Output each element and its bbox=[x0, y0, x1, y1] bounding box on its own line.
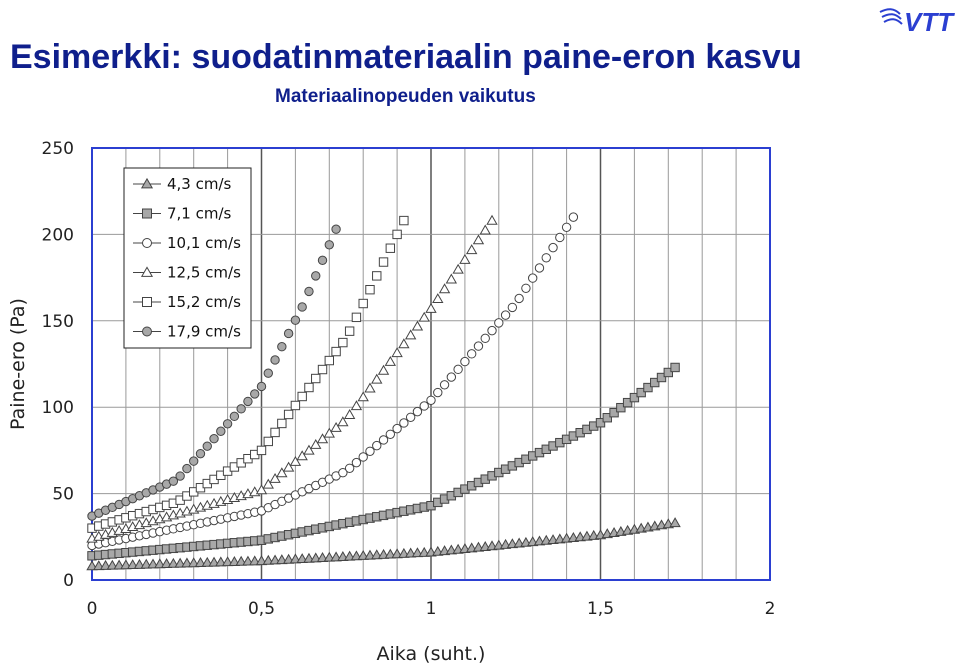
data-point bbox=[440, 381, 448, 389]
data-point bbox=[332, 347, 340, 355]
data-point bbox=[562, 223, 570, 231]
data-point bbox=[244, 397, 252, 405]
data-point bbox=[284, 410, 292, 418]
data-point bbox=[217, 427, 225, 435]
data-point bbox=[427, 396, 435, 404]
data-point bbox=[487, 216, 497, 224]
data-point bbox=[413, 322, 423, 330]
data-point bbox=[467, 245, 477, 253]
legend-marker bbox=[143, 209, 152, 218]
y-tick-label: 150 bbox=[41, 311, 74, 332]
data-point bbox=[671, 363, 679, 371]
legend-marker bbox=[143, 327, 152, 336]
data-point bbox=[400, 216, 408, 224]
data-point bbox=[373, 441, 381, 449]
data-point bbox=[522, 284, 530, 292]
data-point bbox=[305, 287, 313, 295]
data-point bbox=[284, 329, 292, 337]
data-point bbox=[278, 419, 286, 427]
data-point bbox=[352, 313, 360, 321]
data-point bbox=[549, 243, 557, 251]
legend-marker bbox=[143, 239, 152, 248]
page-subtitle: Materiaalinopeuden vaikutus bbox=[275, 86, 536, 107]
data-point bbox=[670, 518, 680, 526]
data-point bbox=[434, 388, 442, 396]
data-point bbox=[454, 365, 462, 373]
data-point bbox=[419, 313, 429, 321]
x-tick-label: 2 bbox=[764, 599, 776, 619]
y-tick-label: 0 bbox=[63, 571, 74, 591]
chart-legend bbox=[124, 168, 251, 348]
x-tick-label: 0 bbox=[86, 599, 98, 619]
data-point bbox=[379, 366, 389, 374]
legend-marker bbox=[143, 298, 152, 307]
data-point bbox=[569, 213, 577, 221]
data-point bbox=[291, 401, 299, 409]
data-point bbox=[426, 304, 436, 312]
data-point bbox=[481, 334, 489, 342]
data-point bbox=[318, 365, 326, 373]
data-point bbox=[305, 383, 313, 391]
data-point bbox=[440, 284, 450, 292]
data-point bbox=[480, 226, 490, 234]
data-point bbox=[535, 264, 543, 272]
y-tick-label: 50 bbox=[52, 484, 74, 505]
data-point bbox=[339, 338, 347, 346]
data-point bbox=[542, 254, 550, 262]
y-tick-label: 250 bbox=[41, 139, 74, 159]
legend-label: 7,1 cm/s bbox=[167, 204, 232, 223]
data-point bbox=[210, 435, 218, 443]
data-point bbox=[366, 285, 374, 293]
x-axis-label: Aika (suht.) bbox=[376, 643, 486, 665]
data-point bbox=[393, 230, 401, 238]
y-tick-labels bbox=[42, 139, 74, 591]
data-point bbox=[379, 258, 387, 266]
data-point bbox=[271, 356, 279, 364]
data-point bbox=[359, 299, 367, 307]
data-point bbox=[386, 244, 394, 252]
data-point bbox=[467, 350, 475, 358]
data-point bbox=[393, 424, 401, 432]
y-tick-label: 200 bbox=[41, 225, 74, 246]
x-tick-label: 1 bbox=[425, 599, 437, 619]
data-point bbox=[453, 265, 463, 273]
data-point bbox=[237, 405, 245, 413]
data-point bbox=[433, 294, 443, 302]
data-point bbox=[264, 437, 272, 445]
data-point bbox=[332, 225, 340, 233]
data-point bbox=[406, 413, 414, 421]
data-point bbox=[447, 274, 457, 282]
data-point bbox=[257, 382, 265, 390]
data-point bbox=[386, 430, 394, 438]
data-point bbox=[196, 449, 204, 457]
data-point bbox=[223, 420, 231, 428]
data-point bbox=[257, 446, 265, 454]
data-point bbox=[325, 241, 333, 249]
data-point bbox=[190, 457, 198, 465]
data-point bbox=[385, 357, 395, 365]
y-tick-label: 100 bbox=[41, 398, 74, 419]
data-point bbox=[556, 233, 564, 241]
data-point bbox=[508, 303, 516, 311]
data-point bbox=[420, 402, 428, 410]
page-title: Esimerkki: suodatinmateriaalin paine-eron kasvu bbox=[10, 38, 802, 76]
legend-label: 10,1 cm/s bbox=[167, 234, 241, 252]
data-point bbox=[345, 410, 355, 418]
data-point bbox=[251, 390, 259, 398]
legend-label: 4,3 cm/s bbox=[167, 175, 232, 193]
data-point bbox=[298, 392, 306, 400]
data-point bbox=[392, 348, 402, 356]
data-point bbox=[406, 330, 416, 338]
data-point bbox=[183, 464, 191, 472]
data-point bbox=[501, 311, 509, 319]
x-tick-labels bbox=[87, 599, 776, 619]
data-point bbox=[312, 374, 320, 382]
data-point bbox=[461, 357, 469, 365]
x-tick-label: 1,5 bbox=[586, 599, 615, 619]
data-point bbox=[230, 412, 238, 420]
data-point bbox=[400, 419, 408, 427]
data-point bbox=[399, 339, 409, 347]
data-point bbox=[345, 464, 353, 472]
data-point bbox=[460, 255, 470, 263]
x-tick-label: 0,5 bbox=[247, 599, 276, 619]
data-point bbox=[358, 392, 368, 400]
data-point bbox=[488, 326, 496, 334]
y-axis-label: Paine-ero (Pa) bbox=[7, 298, 29, 430]
data-point bbox=[366, 447, 374, 455]
legend-box bbox=[124, 168, 251, 348]
data-point bbox=[372, 375, 382, 383]
data-point bbox=[352, 401, 362, 409]
data-point bbox=[203, 442, 211, 450]
data-point bbox=[515, 294, 523, 302]
data-point bbox=[318, 256, 326, 264]
data-point bbox=[495, 319, 503, 327]
data-point bbox=[474, 342, 482, 350]
svg-text:VTT: VTT bbox=[904, 7, 954, 36]
data-point bbox=[474, 235, 484, 243]
data-point bbox=[365, 384, 375, 392]
data-point bbox=[325, 356, 333, 364]
data-point bbox=[291, 316, 299, 324]
data-point bbox=[278, 343, 286, 351]
data-point bbox=[373, 272, 381, 280]
legend-label: 15,2 cm/s bbox=[167, 293, 241, 311]
legend-label: 17,9 cm/s bbox=[167, 322, 241, 341]
data-point bbox=[176, 472, 184, 480]
data-point bbox=[379, 436, 387, 444]
data-point bbox=[447, 373, 455, 381]
data-point bbox=[312, 272, 320, 280]
data-point bbox=[413, 407, 421, 415]
legend-label: 12,5 cm/s bbox=[167, 263, 241, 282]
data-point bbox=[359, 453, 367, 461]
data-point bbox=[352, 458, 360, 466]
data-point bbox=[529, 274, 537, 282]
data-point bbox=[298, 303, 306, 311]
data-point bbox=[264, 369, 272, 377]
data-point bbox=[271, 428, 279, 436]
data-point bbox=[345, 327, 353, 335]
